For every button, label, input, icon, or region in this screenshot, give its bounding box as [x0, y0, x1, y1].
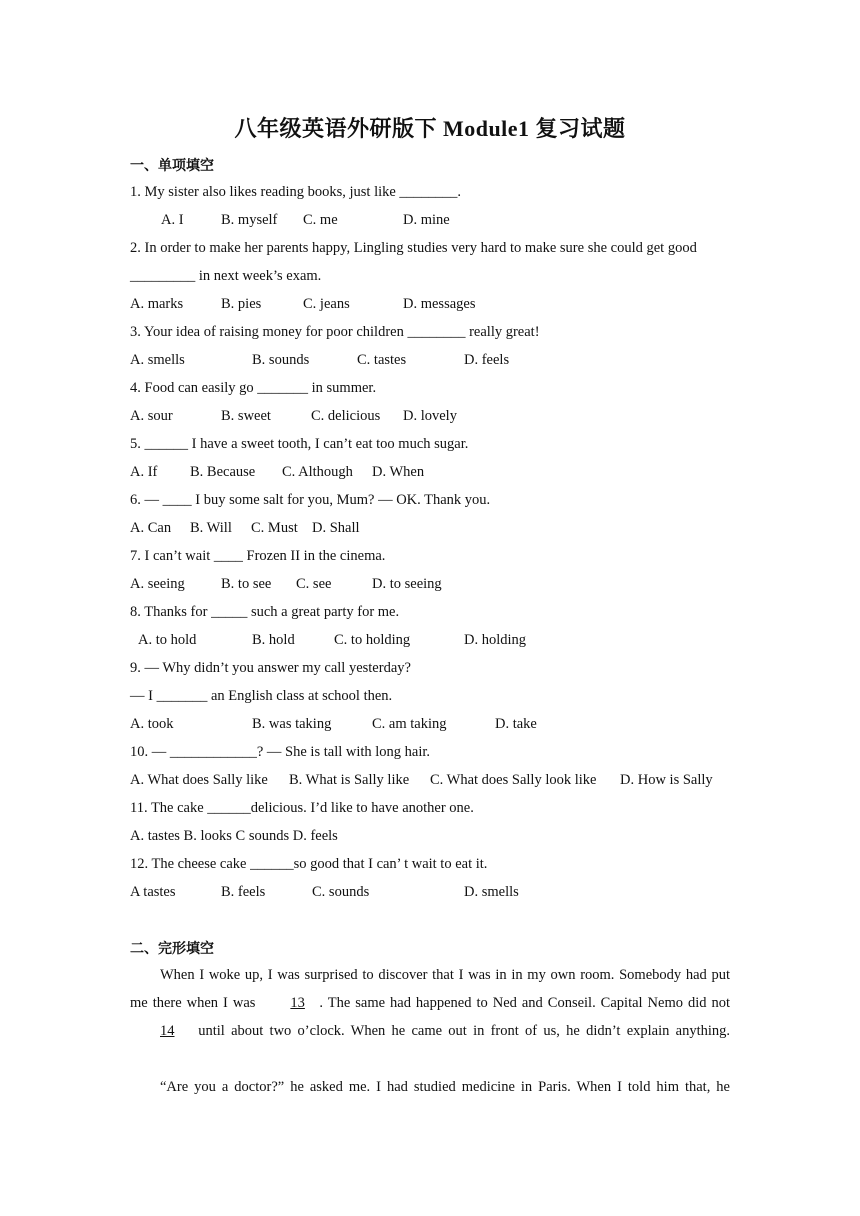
cloze-paragraph-2: “Are you a doctor?” he asked me. I had studied medicine in Paris. When I told him that, he	[160, 1079, 730, 1095]
blank-14: 14	[160, 1023, 175, 1039]
cloze-text-part-1: When I woke up, I was surprised to discover that I was in in my own room. Somebody had put me there when I was	[130, 967, 730, 1011]
question-11-stem: 11. The cake ______delicious. I’d like to have another one.	[130, 800, 474, 816]
q2-option-c: C. jeans	[303, 296, 350, 312]
question-9-stem-line1: 9. — Why didn’t you answer my call yesterday?	[130, 660, 411, 676]
q9-option-a: A. took	[130, 716, 174, 732]
question-12-stem: 12. The cheese cake ______so good that I can’ t wait to eat it.	[130, 856, 488, 872]
q4-option-a: A. sour	[130, 408, 173, 424]
q7-option-a: A. seeing	[130, 576, 185, 592]
q10-option-b: B. What is Sally like	[289, 772, 410, 788]
question-6-stem: 6. — ____ I buy some salt for you, Mum? — OK. Thank you.	[130, 492, 491, 508]
cloze-paragraph-1	[130, 961, 730, 1045]
q7-option-d: D. to seeing	[372, 576, 442, 592]
q4-option-b: B. sweet	[221, 408, 271, 424]
q8-option-d: D. holding	[464, 632, 527, 648]
question-9-stem-line2: — I _______ an English class at school then.	[130, 688, 393, 704]
question-1-stem: 1. My sister also likes reading books, just like ________.	[130, 184, 462, 200]
q6-option-a: A. Can	[130, 520, 172, 536]
question-10-stem: 10. — ____________? — She is tall with long hair.	[130, 744, 431, 760]
question-7-stem: 7. I can’t wait ____ Frozen II in the cinema.	[130, 548, 386, 564]
q3-option-b: B. sounds	[252, 352, 310, 368]
q12-option-a: A tastes	[130, 884, 176, 900]
q10-option-a: A. What does Sally like	[130, 772, 268, 788]
cloze-text-part-3: until about two o’clock. When he came out in front of us, he didn’t explain anything.	[192, 1023, 730, 1039]
q10-option-c: C. What does Sally look like	[430, 772, 597, 788]
q9-option-d: D. take	[495, 716, 537, 732]
q1-option-a: A. I	[161, 212, 184, 228]
q8-option-b: B. hold	[252, 632, 295, 648]
q7-option-c: C. see	[296, 576, 332, 592]
q9-option-c: C. am taking	[372, 716, 447, 732]
q12-option-d: D. smells	[464, 884, 519, 900]
q6-option-b: B. Will	[190, 520, 232, 536]
q8-option-a: A. to hold	[138, 632, 197, 648]
q4-option-c: C. delicious	[311, 408, 381, 424]
q5-option-d: D. When	[372, 464, 425, 480]
page-title: 八年级英语外研版下 Module1 复习试题	[234, 116, 626, 141]
q1-option-d: D. mine	[403, 212, 450, 228]
question-2-stem-line1: 2. In order to make her parents happy, Lingling studies very hard to make sure she could get good	[130, 240, 697, 256]
q1-option-b: B. myself	[221, 212, 278, 228]
q5-option-c: C. Although	[282, 464, 353, 480]
q3-option-a: A. smells	[130, 352, 185, 368]
section-heading-single-choice: 一、单项填空	[130, 158, 214, 174]
q8-option-c: C. to holding	[334, 632, 411, 648]
q6-option-c: C. Must	[251, 520, 298, 536]
section-heading-cloze: 二、完形填空	[130, 941, 214, 957]
q2-option-d: D. messages	[403, 296, 476, 312]
q6-option-d: D. Shall	[312, 520, 360, 536]
q3-option-d: D. feels	[464, 352, 510, 368]
q9-option-b: B. was taking	[252, 716, 332, 732]
blank-13: 13	[290, 995, 305, 1011]
q12-option-b: B. feels	[221, 884, 266, 900]
q1-option-c: C. me	[303, 212, 338, 228]
q5-option-b: B. Because	[190, 464, 256, 480]
q3-option-c: C. tastes	[357, 352, 407, 368]
q11-options: A. tastes B. looks C sounds D. feels	[130, 828, 338, 844]
q2-option-b: B. pies	[221, 296, 262, 312]
question-2-stem-line2: _________ in next week’s exam.	[130, 268, 322, 284]
q5-option-a: A. If	[130, 464, 158, 480]
q10-option-d: D. How is Sally	[620, 772, 713, 788]
q12-option-c: C. sounds	[312, 884, 370, 900]
q4-option-d: D. lovely	[403, 408, 457, 424]
question-8-stem: 8. Thanks for _____ such a great party for me.	[130, 604, 400, 620]
q2-option-a: A. marks	[130, 296, 184, 312]
question-3-stem: 3. Your idea of raising money for poor children ________ really great!	[130, 324, 540, 340]
question-5-stem: 5. ______ I have a sweet tooth, I can’t eat too much sugar.	[130, 436, 469, 452]
q7-option-b: B. to see	[221, 576, 272, 592]
question-4-stem: 4. Food can easily go _______ in summer.	[130, 380, 377, 396]
cloze-text-part-2: . The same had happened to Ned and Conseil. Capital Nemo did not	[314, 995, 730, 1011]
